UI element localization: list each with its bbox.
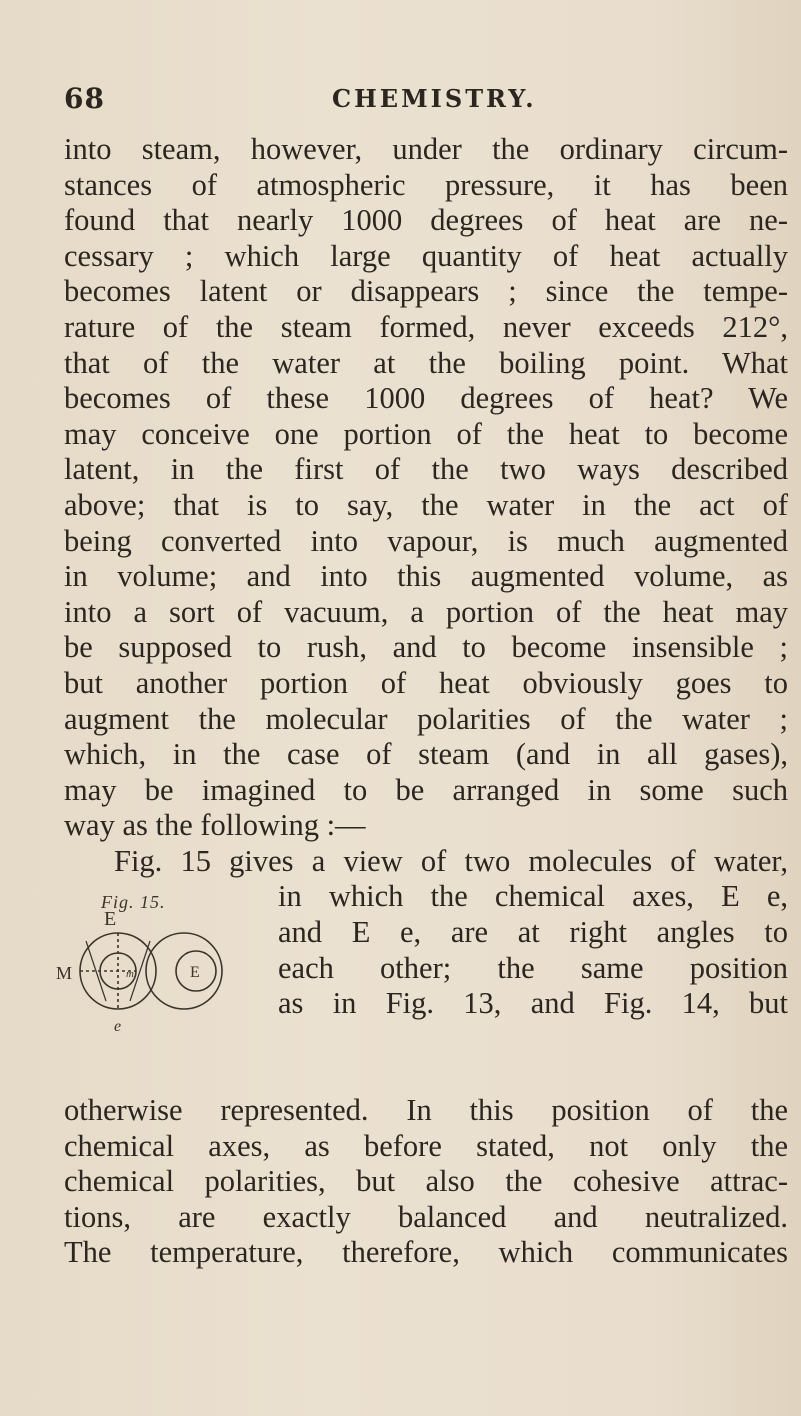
label-inner-m: m [126,968,134,981]
text-line: but another portion of heat obviously goes to [64,665,788,700]
wrap-line: each other; the same position [278,950,788,985]
right-molecule-circle [146,933,222,1009]
label-center-e: E [190,964,200,982]
wrap-line: in which the chemical axes, E e, [278,879,788,914]
figure-15-block [56,879,788,1093]
paragraph-1 [64,132,788,844]
text-line: found that nearly 1000 degrees of heat are ne- [64,203,788,238]
text-line: into a sort of vacuum, a portion of the heat may [64,594,788,629]
text-line: rature of the steam formed, never exceeds 212°, [64,309,788,344]
text-line: in volume; and into this augmented volume, as [64,559,788,594]
text-line: may conceive one portion of the heat to become [64,416,788,451]
paragraph-after-figure [64,1093,788,1271]
text-line: becomes latent or disappears ; since the tempe- [64,274,788,309]
page-header [64,82,737,122]
text-line: that of the water at the boiling point. What [64,345,788,380]
text-line: chemical axes, as before stated, not only the [64,1128,788,1163]
label-top-e: E [104,908,117,931]
label-bottom-e: e [114,1018,122,1036]
text-line: be supposed to rush, and to become insensible ; [64,630,788,665]
figure-caption: Fig. 15. [101,892,166,913]
body-text [56,132,788,1271]
text-line: chemical polarities, but also the cohesive attrac- [64,1164,788,1199]
text-line: otherwise represented. In this position of the [64,1093,788,1128]
text-line: way as the following :— [64,808,366,843]
text-line: which, in the case of steam (and in all gases), [64,737,788,772]
text-line: cessary ; which large quantity of heat actually [64,238,788,273]
text-line: stances of atmospheric pressure, it has been [64,167,788,202]
figure-15 [56,879,256,1093]
text-line: augment the molecular polarities of the water ; [64,701,788,736]
text-line: into steam, however, under the ordinary circum- [64,132,788,166]
text-line: being converted into vapour, is much augmented [64,523,788,558]
water-molecules-diagram [56,901,256,1051]
text-line: becomes of these 1000 degrees of heat? We [64,381,788,416]
running-head: CHEMISTRY. [332,84,537,113]
label-left-m: M [56,963,73,984]
fig-intro-line: Fig. 15 gives a view of two molecules of water, [114,843,788,878]
text-line: The temperature, therefore, which communicates [64,1235,788,1270]
figure-wrap-text [278,879,788,1021]
text-line: may be imagined to be arranged in some such [64,772,788,807]
wrap-line: as in Fig. 13, and Fig. 14, but [278,986,788,1021]
text-line: latent, in the first of the two ways described [64,452,788,487]
text-line: tions, are exactly balanced and neutralized. [64,1199,788,1234]
page-number: 68 [64,82,105,115]
text-line: above; that is to say, the water in the act of [64,487,788,522]
wrap-line: and E e, are at right angles to [278,915,788,950]
